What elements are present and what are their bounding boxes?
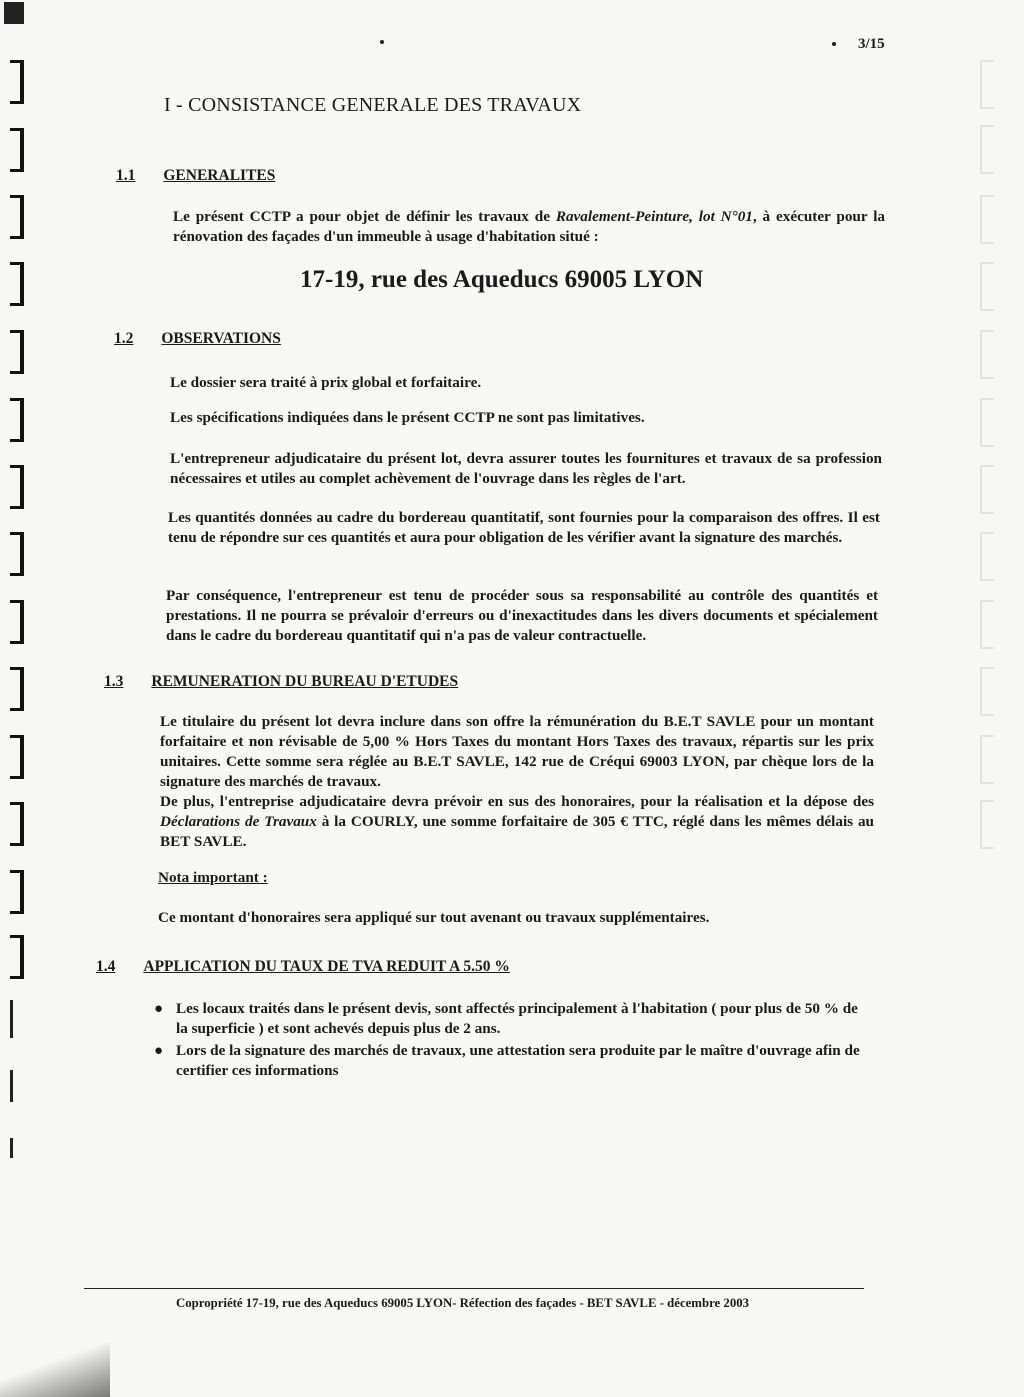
ghost-mark — [980, 60, 994, 109]
ghost-mark — [980, 262, 994, 311]
binder-ring — [10, 600, 24, 644]
binder-ring — [10, 802, 24, 846]
paragraph-emphasis: Ravalement-Peinture, lot N°01 — [555, 208, 753, 225]
paragraph — [160, 792, 874, 852]
list-item — [150, 1041, 870, 1081]
ghost-mark — [980, 735, 994, 784]
section-heading-1-4 — [96, 958, 510, 976]
ghost-mark — [980, 465, 994, 514]
list-item-text: Les locaux traités dans le présent devis, sont affectés principalement à l'habitation ( pour plus de 50 % de la superficie ) et sont achevés depuis plus de 2 ans. — [176, 1000, 858, 1037]
bullet-icon: ● — [154, 1001, 164, 1017]
section-number: 1.2 — [114, 330, 134, 347]
nota-text: Ce montant d'honoraires sera appliqué sur tout avenant ou travaux supplémentaires. — [158, 909, 710, 926]
ghost-mark — [980, 600, 994, 649]
main-title: I - CONSISTANCE GENERALE DES TRAVAUX — [164, 94, 582, 116]
paragraph: L'entrepreneur adjudicataire du présent lot, devra assurer toutes les fournitures et travaux de sa profession nécessaires et utiles au complet achèvement de l'ouvrage dans les règles de l'art. — [170, 450, 882, 487]
paragraph: Le titulaire du présent lot devra inclure dans son offre la rémunération du B.E.T SAVLE pour un montant forfaitaire et non révisable de 5,00 % Hors Taxes du montant Hors Taxes des travaux, répartis sur les prix unitaires. Cette somme sera réglée au B.E.T SAVLE, 142 rue de Créqui 69003 LYON, par chèque lors de la signature des marchés de travaux. — [160, 713, 874, 790]
section-title: OBSERVATIONS — [161, 330, 281, 347]
binder-line — [10, 1070, 13, 1102]
ghost-mark — [980, 667, 994, 716]
binder-clip-mark — [4, 2, 24, 24]
binder-ring — [10, 870, 24, 914]
binder-ring — [10, 330, 24, 374]
binder-ring — [10, 532, 24, 576]
site-address: 17-19, rue des Aqueducs 69005 LYON — [300, 266, 704, 293]
ghost-mark — [980, 125, 994, 174]
section-heading-1-2 — [114, 330, 281, 348]
section-number: 1.1 — [116, 167, 136, 184]
binder-ring — [10, 262, 24, 306]
ghost-mark — [980, 398, 994, 447]
section-heading-1-1 — [116, 167, 275, 185]
paragraph-text: à la COURLY, une somme forfaitaire de 305 € TTC, réglé dans les mêmes délais au BET SAVLE. — [160, 813, 874, 850]
footer-text: Copropriété 17-19, rue des Aqueducs 69005 LYON- Réfection des façades - BET SAVLE - décembre 2003 — [176, 1296, 750, 1310]
section-number: 1.4 — [96, 958, 116, 975]
section-title: REMUNERATION DU BUREAU D'ETUDES — [151, 673, 459, 690]
paragraph-text: Le présent CCTP a pour objet de définir les travaux de — [173, 208, 556, 225]
list-item — [150, 999, 870, 1039]
scan-dot — [832, 42, 836, 46]
paragraph: Les quantités données au cadre du bordereau quantitatif, sont fournies pour la comparaison des offres. Il est tenu de répondre sur ces quantités et aura pour obligation de les vérifier avant la signature des marchés. — [168, 509, 880, 546]
binder-ring — [10, 128, 24, 172]
ghost-mark — [980, 330, 994, 379]
section-title: GENERALITES — [163, 167, 276, 184]
binder-ring — [10, 465, 24, 509]
ghost-mark — [980, 532, 994, 581]
binder-line — [10, 1000, 13, 1038]
paragraph: Le dossier sera traité à prix global et forfaitaire. — [170, 374, 482, 391]
paragraph-emphasis: Déclarations de Travaux — [160, 813, 317, 830]
bullet-icon: ● — [154, 1043, 164, 1059]
binder-line — [10, 1138, 13, 1158]
page-number: 3/15 — [858, 36, 885, 52]
section-heading-1-3 — [104, 673, 458, 691]
paragraph — [173, 207, 885, 247]
scan-shadow — [0, 1342, 110, 1397]
nota-title: Nota important : — [158, 869, 268, 886]
binder-ring — [10, 398, 24, 442]
section-title: APPLICATION DU TAUX DE TVA REDUIT A 5.50 % — [143, 958, 510, 975]
paragraph-text: , à exécuter pour la rénovation des façades d'un immeuble à usage d'habitation situé : — [173, 208, 886, 245]
binder-ring — [10, 667, 24, 711]
binder-ring — [10, 195, 24, 239]
scan-dot — [380, 40, 384, 44]
list-item-text: Lors de la signature des marchés de travaux, une attestation sera produite par le maître d'ouvrage afin de certifier ces informations — [176, 1042, 860, 1079]
binder-ring — [10, 735, 24, 779]
ghost-mark — [980, 800, 994, 849]
binder-ring — [10, 60, 24, 104]
binder-edge — [0, 0, 40, 1397]
paragraph-text: De plus, l'entreprise adjudicataire devra prévoir en sus des honoraires, pour la réalisation et la dépose des — [160, 793, 874, 810]
ghost-mark — [980, 195, 994, 244]
section-number: 1.3 — [104, 673, 124, 690]
footer-rule — [84, 1288, 864, 1289]
paragraph: Les spécifications indiquées dans le présent CCTP ne sont pas limitatives. — [170, 409, 645, 426]
paragraph: Par conséquence, l'entrepreneur est tenu de procéder sous sa responsabilité au contrôle des quantités et prestations. Il ne pourra se prévaloir d'erreurs ou d'inexactitudes dans les divers documents et spécialement dans le cadre du bordereau quantitatif qui n'a pas de valeur contractuelle. — [166, 587, 878, 644]
binder-ring — [10, 935, 24, 979]
bullet-list — [150, 999, 870, 1083]
